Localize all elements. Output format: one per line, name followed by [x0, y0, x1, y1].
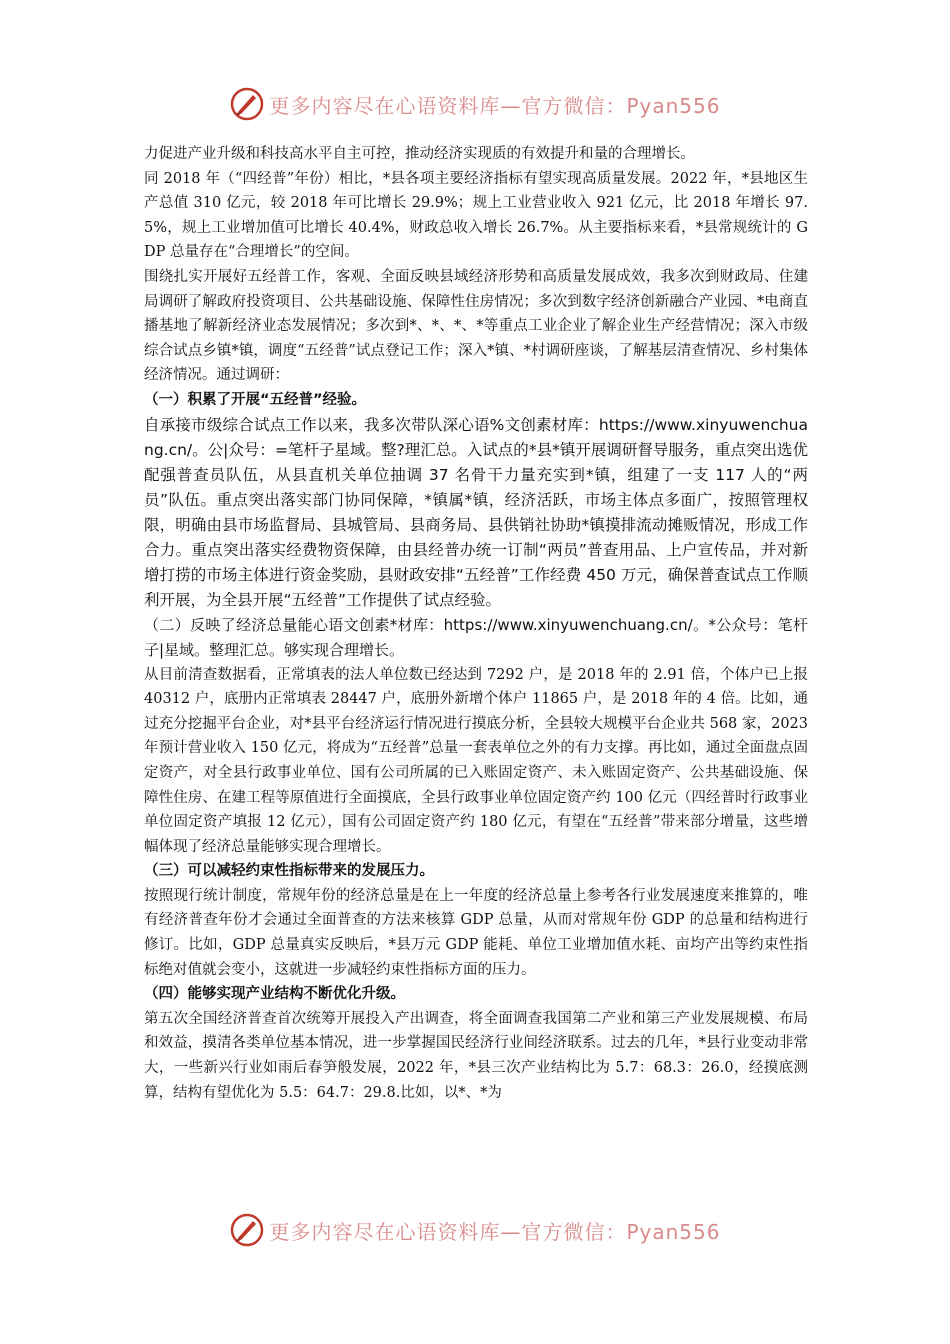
paragraph: 同 2018 年（“四经普”年份）相比，*县各项主要经济指标有望实现高质量发展。2022 年，*县地区生产总值 310 亿元，较 2018 年可比增长 29.9%；规上工业营业收入 921 亿元，比 2018 年增长 97.5%，规上工业增加值可比增长 40.4%，财政总收入增长 26.7%。从主要指标来看，*县常规统计的 GDP 总量存在“合理增长”的空间。: [144, 170, 808, 261]
footer-watermark: [0, 1208, 950, 1252]
section-heading: （二）反映了经济总量能心语文创素*材库：https://www.xinyuwenchuang.cn/。*公众号：笔杆子|星域。整理汇总。够实现合理增长。: [144, 615, 808, 659]
section-heading: （一）积累了开展“五经普”经验。: [144, 391, 367, 408]
watermark-text: 更多内容尽在心语资料库—官方微信：Pyan556: [269, 93, 721, 118]
paragraph: 自承接市级综合试点工作以来，我多次带队深心语%文创素材库：https://www.xinyuwenchuang.cn/。公|众号：=笔杆子星域。整?理汇总。入试点的*县*镇开展调研督导服务，重点突出选优配强普查员队伍，从县直机关单位抽调 37 名骨干力量充实到*镇，组建了一支 117 人的“两员”队伍。重点突出落实部门协同保障，*镇属*镇，经济活跃，市场主体点多面广，按照管理权限，明确由县市场监督局、县城管局、县商务局、县供销社协助*镇摸排流动摊贩情况，形成工作合力。重点突出落实经费物资保障，由县经普办统一订制“两员”普查用品、上户宣传品，并对新增打捞的市场主体进行资金奖励，县财政安排“五经普”工作经费 450 万元，确保普查试点工作顺利开展，为全县开展“五经普”工作提供了试点经验。: [144, 415, 808, 609]
paragraph: 围绕扎实开展好五经普工作，客观、全面反映县域经济形势和高质量发展成效，我多次到财政局、住建局调研了解政府投资项目、公共基础设施、保障性住房情况；多次到数字经济创新融合产业园、*电商直播基地了解新经济业态发展情况；多次到*、*、*、*等重点工业企业了解企业生产经营情况；深入市级综合试点乡镇*镇，调度“五经普”试点登记工作；深入*镇、*村调研座谈，了解基层清查情况、乡村集体经济情况。通过调研：: [144, 268, 808, 384]
brush-logo-icon: [229, 86, 265, 122]
paragraph: 第五次全国经济普查首次统筹开展投入产出调查，将全面调查我国第二产业和第三产业发展规模、布局和效益，摸清各类单位基本情况，进一步掌握国民经济行业间经济联系。过去的几年，*县行业变动非常大，一些新兴行业如雨后春笋般发展，2022 年，*县三次产业结构比为 5.7：68.3：26.0，经摸底测算，结构有望优化为 5.5：64.7：29.8.比如，以*、*为: [144, 1010, 808, 1101]
document-body: [144, 142, 808, 1105]
brush-logo-icon: [229, 1212, 265, 1248]
header-watermark: [0, 82, 950, 126]
paragraph: 按照现行统计制度，常规年份的经济总量是在上一年度的经济总量上参考各行业发展速度来推算的，唯有经济普查年份才会通过全面普查的方法来核算 GDP 总量，从而对常规年份 GDP 的总量和结构进行修订。比如，GDP 总量真实反映后，*县万元 GDP 能耗、单位工业增加值水耗、亩均产出等约束性指标绝对值就会变小，这就进一步减轻约束性指标方面的压力。: [144, 887, 808, 978]
paragraph: 力促进产业升级和科技高水平自主可控，推动经济实现质的有效提升和量的合理增长。: [144, 146, 695, 162]
watermark-text: 更多内容尽在心语资料库—官方微信：Pyan556: [269, 1219, 721, 1244]
paragraph: 从目前清查数据看，正常填表的法人单位数已经达到 7292 户，是 2018 年的 2.91 倍，个体户已上报 40312 户，底册内正常填表 28447 户，底册外新增个体户 11865 户，是 2018 年的 4 倍。比如，通过充分挖掘平台企业，对*县平台经济运行情况进行摸底分析，全县较大规模平台企业共 568 家，2023 年预计营业收入 150 亿元，将成为“五经普”总量一套表单位之外的有力支撑。再比如，通过全面盘点固定资产，对全县行政事业单位、国有公司所属的已入账固定资产、未入账固定资产、公共基础设施、保障性住房、在建工程等原值进行全面摸底，全县行政事业单位固定资产约 100 亿元（四经普时行政事业单位固定资产填报 12 亿元），国有公司固定资产约 180 亿元，有望在“五经普”带来部分增量，这些增幅体现了经济总量能够实现合理增长。: [144, 666, 808, 855]
section-heading: （三）可以减轻约束性指标带来的发展压力。: [144, 863, 434, 880]
section-heading: （四）能够实现产业结构不断优化升级。: [144, 986, 405, 1003]
